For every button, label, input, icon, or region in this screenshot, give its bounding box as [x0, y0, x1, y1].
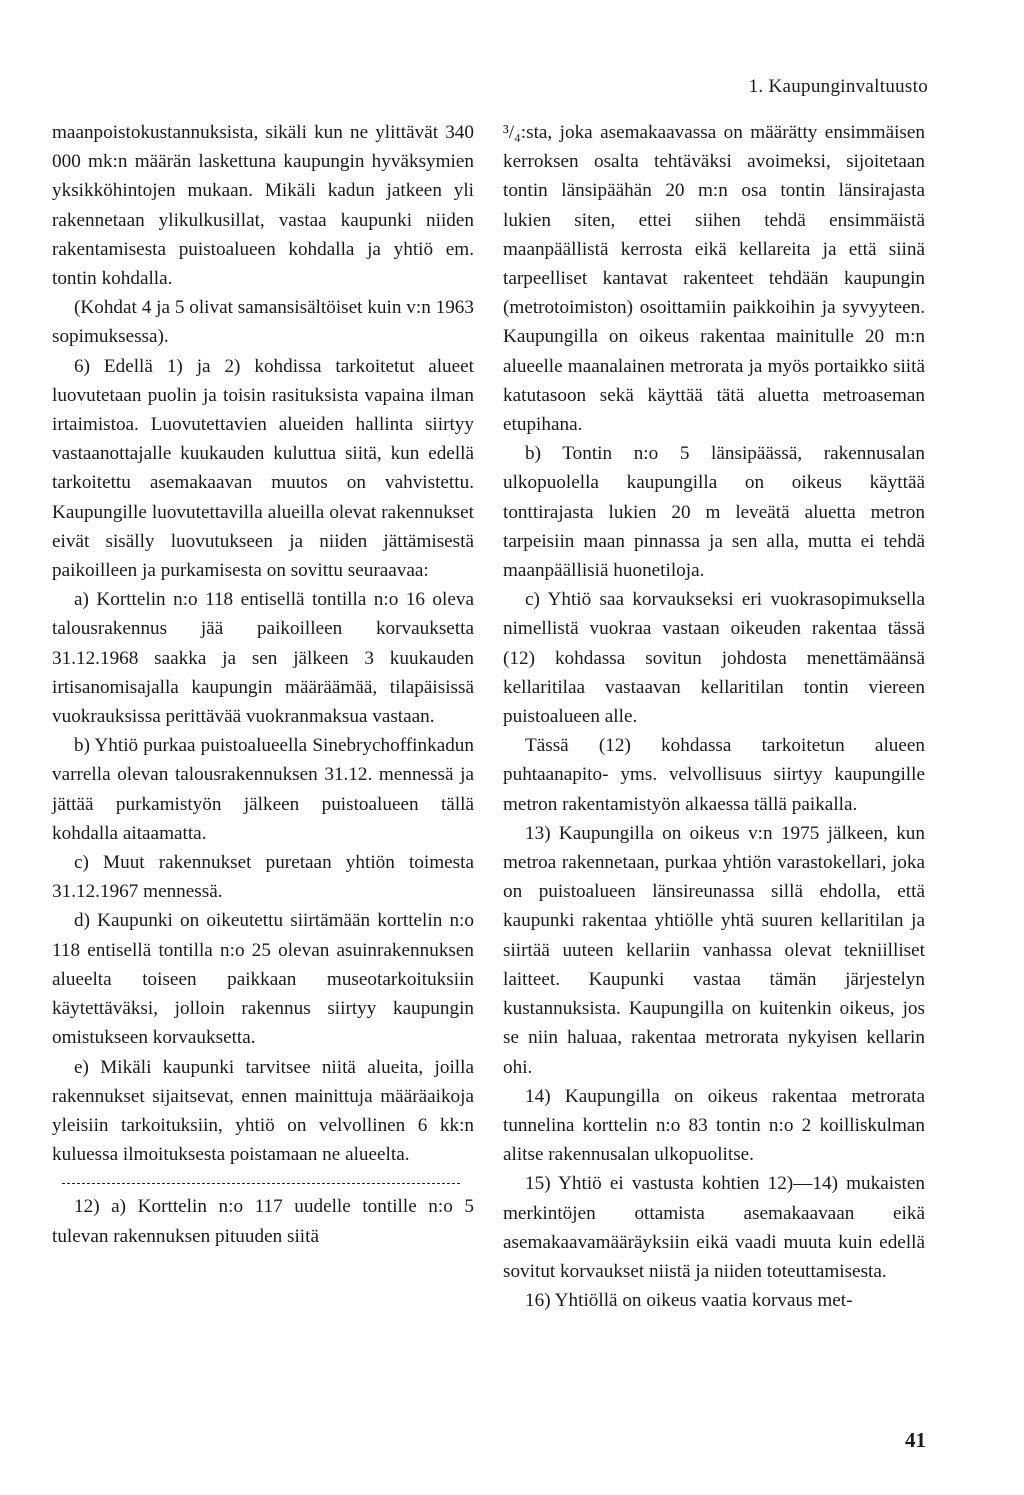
left-column [52, 118, 474, 1251]
paragraph: 13) Kaupungilla on oikeus v:n 1975 jälkeen, kun metroa rakennetaan, purkaa yhtiön varastokellari, joka on puistoalueen länsireunassa sillä ehdolla, että kaupunki rakentaa yhtiölle yhtä suuren kellaritilan ja siirtää uuteen kellariin vanhassa olevat tekniilliset laitteet. Kaupunki vastaa tämän järjestelyn kustannuksista. Kaupungilla on kuitenkin oikeus, jos se niin haluaa, rakentaa metrorata nykyisen kellarin ohi. [503, 822, 925, 1078]
paragraph: 16) Yhtiöllä on oikeus vaatia korvaus met- [525, 1290, 853, 1312]
paragraph: maanpoistokustannuksista, sikäli kun ne ylittävät 340 000 mk:n määrän laskettuna kaupungin hyväksymien yksikköhintojen mukaan. Mikäli kadun jatkeen yli rakennetaan ylikulkusillat, vastaa kaupunki niiden rakentamisesta puistoalueen kohdalla ja yhtiö em. tontin kohdalla. [52, 122, 474, 290]
paragraph: 12) a) Korttelin n:o 117 uudelle tontille n:o 5 tulevan rakennuksen pituuden siitä [52, 1196, 474, 1247]
paragraph: b) Yhtiö purkaa puistoalueella Sinebrychoffinkadun varrella olevan talousrakennuksen 31.12. mennessä ja jättää purkamistyön jälkeen puistoalueen tällä kohdalla aitaamatta. [52, 735, 474, 844]
paragraph: 6) Edellä 1) ja 2) kohdissa tarkoitetut alueet luovutetaan puolin ja toisin rasituksista vapaina ilman irtaimistoa. Luovutettavien alueiden hallinta siirtyy vastaanottajalle kuukauden kuluttua siitä, kun edellä tarkoitettu asemakaavan muutos on vahvistettu. Kaupungille luovutettavilla alueilla olevat rakennukset eivät sisälly luovutukseen ja niiden jättämisestä paikoilleen ja purkamisesta on sovittu seuraavaa: [52, 355, 474, 582]
running-header: 1. Kaupunginvaltuusto [748, 76, 928, 97]
paragraph: d) Kaupunki on oikeutettu siirtämään korttelin n:o 118 entisellä tontilla n:o 25 olevan asuinrakennuksen alueelta toiseen paikkaan museotarkoituksiin käytettäväksi, jolloin rakennus siirtyy kaupungin omistukseen korvauksetta. [52, 910, 474, 1049]
paragraph: 15) Yhtiö ei vastusta kohtien 12)—14) mukaisten merkintöjen ottamista asemakaavaan eikä asemakaavamääräyksiin eikä vaadi muuta kuin edellä sovitut korvaukset niistä ja niiden toteuttamisesta. [503, 1173, 925, 1282]
paragraph: c) Muut rakennukset puretaan yhtiön toimesta 31.12.1967 mennessä. [52, 852, 474, 903]
right-column [503, 118, 925, 1315]
paragraph: a) Korttelin n:o 118 entisellä tontilla n:o 16 oleva talousrakennus jää paikoilleen korvauksetta 31.12.1968 saakka ja sen jälkeen 3 kuukauden irtisanomisajalla kaupungin määräämää, tilapäisissä vuokrauksissa perittävää vuokranmaksua vastaan. [52, 589, 474, 728]
paragraph: (Kohdat 4 ja 5 olivat samansisältöiset kuin v:n 1963 sopimuksessa). [52, 297, 474, 348]
paragraph: ³/₄:sta, joka asemakaavassa on määrätty ensimmäisen kerroksen osalta tehtäväksi avoimeksi, sijoitetaan tontin länsipäähän 20 m:n osa tontin länsirajasta lukien siten, ettei siihen tehdä ensimmäistä maanpäällistä kerrosta eikä kellareita ja että siinä tarpeelliset kantavat rakenteet tehdään kaupungin (metrotoimiston) osoittamiin paikkoihin ja syvyyteen. Kaupungilla on oikeus rakentaa mainitulle 20 m:n alueelle maanalainen metrorata ja myös portaikko siitä katutasoon sekä käyttää tätä aluetta metroaseman etupihana. [503, 122, 925, 436]
dashed-separator [62, 1183, 460, 1184]
paragraph: c) Yhtiö saa korvaukseksi eri vuokrasopimuksella nimellistä vuokraa vastaan oikeuden rakentaa tässä (12) kohdassa sovitun johdosta menettämäänsä kellaritilaa vastaavan kellaritilan tontin viereen puistoalueen alle. [503, 589, 925, 728]
paragraph: Tässä (12) kohdassa tarkoitetun alueen puhtaanapito- yms. velvollisuus siirtyy kaupungille metron rakentamistyön alkaessa tällä paikalla. [503, 735, 925, 815]
paragraph: b) Tontin n:o 5 länsipäässä, rakennusalan ulkopuolella kaupungilla on oikeus käyttää tonttirajasta lukien 20 m leveätä aluetta metron tarpeisiin maan pinnassa ja sen alla, mutta ei tehdä maanpäällisiä huonetiloja. [503, 443, 925, 582]
paragraph: 14) Kaupungilla on oikeus rakentaa metrorata tunnelina korttelin n:o 83 tontin n:o 2 koilliskulman alitse rakennusalan ulkopuolitse. [503, 1085, 925, 1166]
paragraph: e) Mikäli kaupunki tarvitsee niitä alueita, joilla rakennukset sijaitsevat, ennen mainittuja määräaikoja yleisiin tarkoituksiin, yhtiö on velvollinen 6 kk:n kuluessa ilmoituksesta poistamaan ne alueelta. [52, 1056, 474, 1166]
page-number: 41 [905, 1428, 926, 1452]
